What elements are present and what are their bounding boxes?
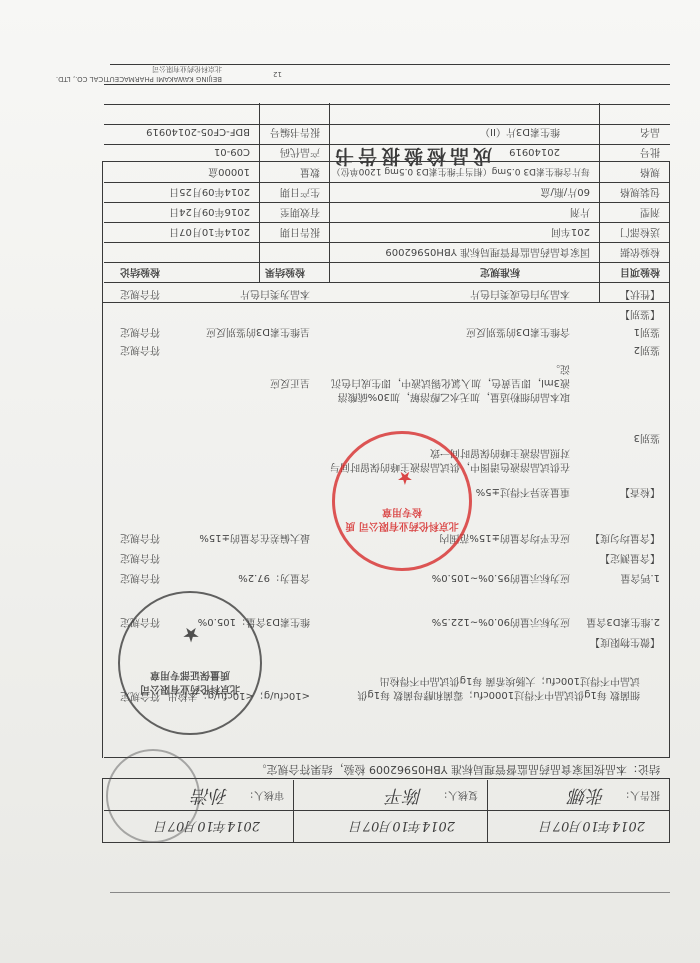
conclusion-text: 结论：本品按国家食品药品监督管理局标准 YBH05962009 检验，结果符合规定。 [255, 763, 660, 776]
partial-seal-stamp [106, 749, 200, 843]
cert-no-label: 报告书编号 [270, 126, 320, 137]
row-item: 2.维生素D3含量 [586, 616, 660, 627]
row-conclusion: 符合规定 [120, 326, 160, 337]
qty-label: 数量 [300, 166, 320, 177]
row-conclusion: 符合规定 [120, 616, 160, 627]
info-row-rule [104, 242, 670, 243]
info-row-rule [104, 182, 670, 183]
spec-value: 每片含维生素D3 0.5mg（相当于维生素D3 0.5mg 1200单位） [331, 166, 590, 176]
row-item: 【鉴别】 [620, 308, 660, 319]
conclusion-rule [104, 757, 670, 758]
reviewer-label: 复核人： [438, 789, 478, 800]
signoff-col-rule [487, 780, 488, 843]
company-seal-stamp [118, 591, 262, 735]
star-icon: ★ [396, 467, 413, 488]
letterhead-rule [110, 64, 670, 65]
info-row-rule [104, 202, 670, 203]
results-header-conclusion: 检验结论 [120, 266, 160, 277]
row-standard: 含维生素D3的鉴别反应 [465, 326, 570, 337]
row-conclusion: 符合规定 [120, 532, 160, 543]
batch-label: 批号 [640, 146, 660, 157]
row-conclusion: 符合规定 [120, 344, 160, 355]
code-label: 产品代码 [280, 146, 320, 157]
spec-label: 规格 [640, 166, 660, 177]
row-standard: 在供试品溶液色谱图中，供试品溶液主峰的保留时间与对照品溶液主峰的保留时间一致 [330, 447, 570, 472]
code-value: C09-01 [213, 146, 250, 157]
reporter-signature: 张娜 [569, 785, 605, 806]
row-item: 鉴别2 [633, 344, 660, 355]
document-title: 成品检验报告书 [330, 145, 492, 167]
row-standard: 细菌数 每1g供试品中不得过1000cfu；霉菌和酵母菌数 每1g供试品中不得过100cfu；大肠埃希菌 每1g供试品中不得检出 [357, 675, 640, 700]
row-conclusion: 符合规定 [120, 552, 160, 563]
row-item: 【含量均匀度】 [590, 532, 660, 543]
red-stamp-text: 北京科伦药业有限公司 质检专用章 [345, 506, 459, 531]
expiry-value: 2016年09月24日 [169, 206, 250, 217]
row-result: 含量为：97.2% [238, 572, 310, 583]
form-value: 片剂 [570, 206, 590, 217]
row-standard: 本品为白色或类白色片 [470, 288, 570, 299]
info-top-rule [104, 144, 670, 145]
report-date-label: 报告日期 [280, 226, 320, 237]
row-item: 鉴别3 [633, 432, 660, 443]
basis-value: 国家食品药品监督管理局标准 YBH05962009 [385, 246, 590, 257]
row-result: <10cfu/g；<10cfu/g；未检出 [167, 690, 310, 701]
dept-label: 送检部门 [620, 226, 660, 237]
signoff-col-rule [293, 780, 294, 843]
basis-label: 检验依据 [620, 246, 660, 257]
qty-value: 10000盒 [208, 166, 250, 177]
info-col-rule [599, 103, 600, 303]
approve-date: 2014年10月07日 [154, 818, 260, 833]
info-col-rule [259, 103, 260, 283]
approver-label: 审核人： [244, 789, 284, 800]
results-header-standard: 标准规定 [480, 266, 520, 277]
pack-value: 60片/瓶/盒 [540, 186, 590, 197]
row-result: 呈正反应 [270, 377, 310, 388]
row-conclusion: 符合规定 [120, 572, 160, 583]
report-date: 2014年10月07日 [539, 818, 645, 833]
review-date: 2014年10月07日 [349, 818, 455, 833]
row-result: 最大偏差在含量的±15% [199, 532, 310, 543]
row-item: 【含量测定】 [600, 552, 660, 563]
row-item: 鉴别1 [633, 326, 660, 337]
info-row-rule [104, 104, 670, 105]
black-stamp-text: 北京科伦药业有限公司 质量保证部专用章 [140, 669, 240, 694]
info-col-rule [329, 103, 330, 283]
row-item: 【性状】 [620, 288, 660, 299]
form-label: 剂型 [640, 206, 660, 217]
star-icon: ★ [182, 623, 200, 647]
row-standard: 应在平均含量的±15%范围内 [439, 532, 570, 543]
info-row-rule [104, 282, 670, 283]
row-result: 本品为类白色片 [240, 288, 310, 299]
results-header-result: 检验结果 [265, 266, 305, 277]
cert-no-value: BDF-CF05-20140919 [146, 126, 250, 137]
row-result: 呈维生素D3的鉴别反应 [205, 326, 310, 337]
row-standard: 取本品的细粉适量，加无水乙醇溶解，加30%硫酸溶液3ml，即呈黄色，加入氯化锡试液中，即生成白色沉淀。 [331, 363, 570, 402]
quality-inspection-stamp [332, 431, 472, 571]
letterhead-chinese: 北京科伦药业有限公司 [152, 65, 222, 73]
pack-label: 包装规格 [620, 186, 660, 197]
row-result: 维生素D3含量：105.0% [197, 616, 310, 627]
report-date-value: 2014年10月07日 [169, 226, 250, 237]
info-row-rule [104, 222, 670, 223]
info-row-rule [104, 84, 670, 85]
reviewer-signature: 陈平 [386, 785, 422, 806]
footer-rule [110, 892, 670, 893]
row-item: 1.钙含量 [620, 572, 660, 583]
prod-date-value: 2014年09月25日 [169, 186, 250, 197]
product-value: 维生素D3片（II） [480, 126, 560, 137]
row-standard: 应为标示量的95.0%~105.0% [431, 572, 570, 583]
row-conclusion: 符合规定 [120, 690, 160, 701]
row-standard: 应为标示量的90.0%~122.5% [431, 616, 570, 627]
row-standard: 重量差异不得过±5% [475, 486, 570, 497]
dept-value: 201车间 [550, 226, 590, 237]
expiry-label: 有效期至 [280, 206, 320, 217]
letterhead-english: BEIJING KAWAKAMI PHARMACEUTICAL CO., LTD. [55, 75, 222, 83]
batch-value: 20140919 [509, 146, 560, 157]
product-label: 品名 [640, 126, 660, 137]
row-item: 【微生物限度】 [590, 636, 660, 647]
info-row-rule [104, 262, 670, 263]
row-item: 【检查】 [620, 486, 660, 497]
letterhead-mark: 12 [273, 70, 282, 78]
reporter-label: 报告人： [620, 789, 660, 800]
prod-date-label: 生产日期 [280, 186, 320, 197]
results-header-item: 检验项目 [620, 266, 660, 277]
approver-signature: 孙浩 [192, 785, 228, 806]
row-conclusion: 符合规定 [120, 288, 160, 299]
